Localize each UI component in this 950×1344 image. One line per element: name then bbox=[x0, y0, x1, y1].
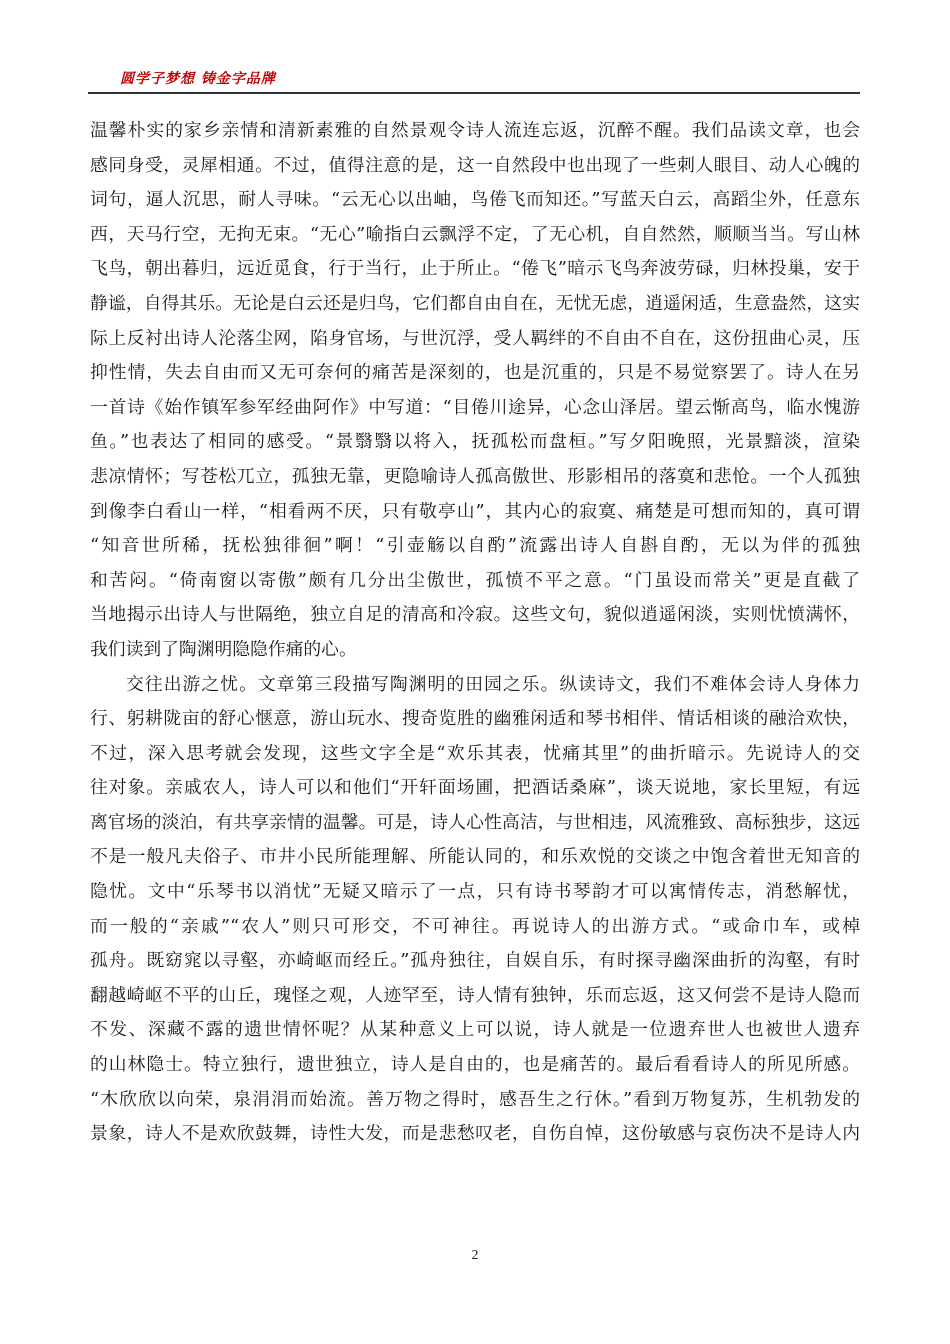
text-line: 往对象。亲戚农人，诗人可以和他们“开轩面场圃，把酒话桑麻”，谈天说地，家长里短，有远 bbox=[90, 777, 860, 799]
text-line: 飞鸟，朝出暮归，远近觅食，行于当行，止于所止。“倦飞”暗示飞鸟奔波劳碌，归林投巢，安于 bbox=[90, 258, 860, 280]
text-line: 感同身受，灵犀相通。不过，值得注意的是，这一自然段中也出现了一些刺人眼目、动人心魄的 bbox=[90, 154, 860, 176]
text-line: 不过，深入思考就会发现，这些文字全是“欢乐其表，忧痛其里”的曲折暗示。先说诗人的交 bbox=[90, 742, 860, 764]
text-line: 抑性情，失去自由而又无可奈何的痛苦是深刻的，也是沉重的，只是不易觉察罢了。诗人在另 bbox=[90, 362, 860, 384]
page-header bbox=[88, 62, 860, 94]
text-line: 翻越崎岖不平的山丘，瑰怪之观，人迹罕至，诗人情有独钟，乐而忘返，这又何尝不是诗人隐而 bbox=[90, 984, 860, 1006]
text-line: 行、躬耕陇亩的舒心惬意，游山玩水、搜奇览胜的幽雅闲适和琴书相伴、情话相谈的融洽欢快， bbox=[90, 708, 860, 730]
text-line: 到像李白看山一样，“相看两不厌，只有敬亭山”，其内心的寂寞、痛楚是可想而知的，真可谓 bbox=[90, 500, 860, 522]
text-line: 孤舟。既窈窕以寻壑，亦崎岖而经丘。”孤舟独往，自娱自乐，有时探寻幽深曲折的沟壑，有时 bbox=[90, 950, 860, 972]
text-line: 的山林隐士。特立独行，遗世独立，诗人是自由的，也是痛苦的。最后看看诗人的所见所感。 bbox=[90, 1054, 860, 1076]
text-line: 西，天马行空，无拘无束。“无心”喻指白云飘浮不定，了无心机，自自然然，顺顺当当。写山林 bbox=[90, 223, 860, 245]
body-text bbox=[90, 114, 860, 1152]
text-line: “木欣欣以向荣，泉涓涓而始流。善万物之得时，感吾生之行休。”看到万物复苏，生机勃发的 bbox=[90, 1088, 860, 1110]
text-line: 鱼。”也表达了相同的感受。“景翳翳以将入，抚孤松而盘桓。”写夕阳晚照，光景黯淡，渲染 bbox=[90, 431, 860, 453]
brand-slogan: 圆学子梦想 铸金字品牌 bbox=[120, 71, 276, 87]
text-line: 和苦闷。“倚南窗以寄傲”颇有几分出尘傲世，孤愤不平之意。“门虽设而常关”更是直截了 bbox=[90, 569, 860, 591]
text-line: 静谧，自得其乐。无论是白云还是归鸟，它们都自由自在，无忧无虑，逍遥闲适，生意盎然，这实 bbox=[90, 292, 860, 314]
text-line: 隐忧。文中“乐琴书以消忧”无疑又暗示了一点，只有诗书琴韵才可以寓情传志，消愁解忧， bbox=[90, 881, 860, 903]
text-line: 温馨朴实的家乡亲情和清新素雅的自然景观令诗人流连忘返，沉醉不醒。我们品读文章，也会 bbox=[90, 120, 860, 141]
text-line: 悲凉情怀；写苍松兀立，孤独无靠，更隐喻诗人孤高傲世、形影相吊的落寞和悲怆。一个人孤独 bbox=[90, 465, 860, 487]
text-line: 不是一般凡夫俗子、市井小民所能理解、所能认同的，和乐欢悦的交谈之中饱含着世无知音的 bbox=[90, 846, 860, 868]
text-line: 词句，逼人沉思，耐人寻味。“云无心以出岫，鸟倦飞而知还。”写蓝天白云，高蹈尘外，任意东 bbox=[90, 189, 860, 211]
page-number: 2 bbox=[471, 1248, 479, 1263]
text-line: 际上反衬出诗人沦落尘网，陷身官场，与世沉浮，受人羁绊的不自由不自在，这份扭曲心灵，压 bbox=[90, 327, 860, 349]
text-line: 不发、深藏不露的遗世情怀呢？从某种意义上可以说，诗人就是一位遗弃世人也被世人遗弃 bbox=[90, 1019, 860, 1041]
text-line: 景象，诗人不是欢欣鼓舞，诗性大发，而是悲愁叹老，自伤自悼，这份敏感与哀伤决不是诗人内 bbox=[90, 1123, 860, 1145]
text-line: 而一般的“亲戚”“农人”则只可形交，不可神往。再说诗人的出游方式。“或命巾车，或棹 bbox=[90, 915, 860, 937]
text-line: “知音世所稀，抚松独徘徊”啊！“引壶觞以自酌”流露出诗人自斟自酌，无以为伴的孤独 bbox=[90, 535, 860, 557]
text-line: 当地揭示出诗人与世隔绝，独立自足的清高和冷寂。这些文句，貌似逍遥闲淡，实则忧愤满怀， bbox=[90, 604, 860, 626]
text-line: 离官场的淡泊，有共享亲情的温馨。可是，诗人心性高洁，与世相违，风流雅致、高标独步，这远 bbox=[90, 811, 860, 833]
text-line: 我们读到了陶渊明隐隐作痛的心。 bbox=[90, 638, 357, 660]
text-line: 交往出游之忧。文章第三段描写陶渊明的田园之乐。纵读诗文，我们不难体会诗人身体力 bbox=[126, 673, 860, 695]
text-line: 一首诗《始作镇军参军经曲阿作》中写道：“目倦川途异，心念山泽居。望云惭高鸟，临水愧游 bbox=[90, 396, 860, 418]
